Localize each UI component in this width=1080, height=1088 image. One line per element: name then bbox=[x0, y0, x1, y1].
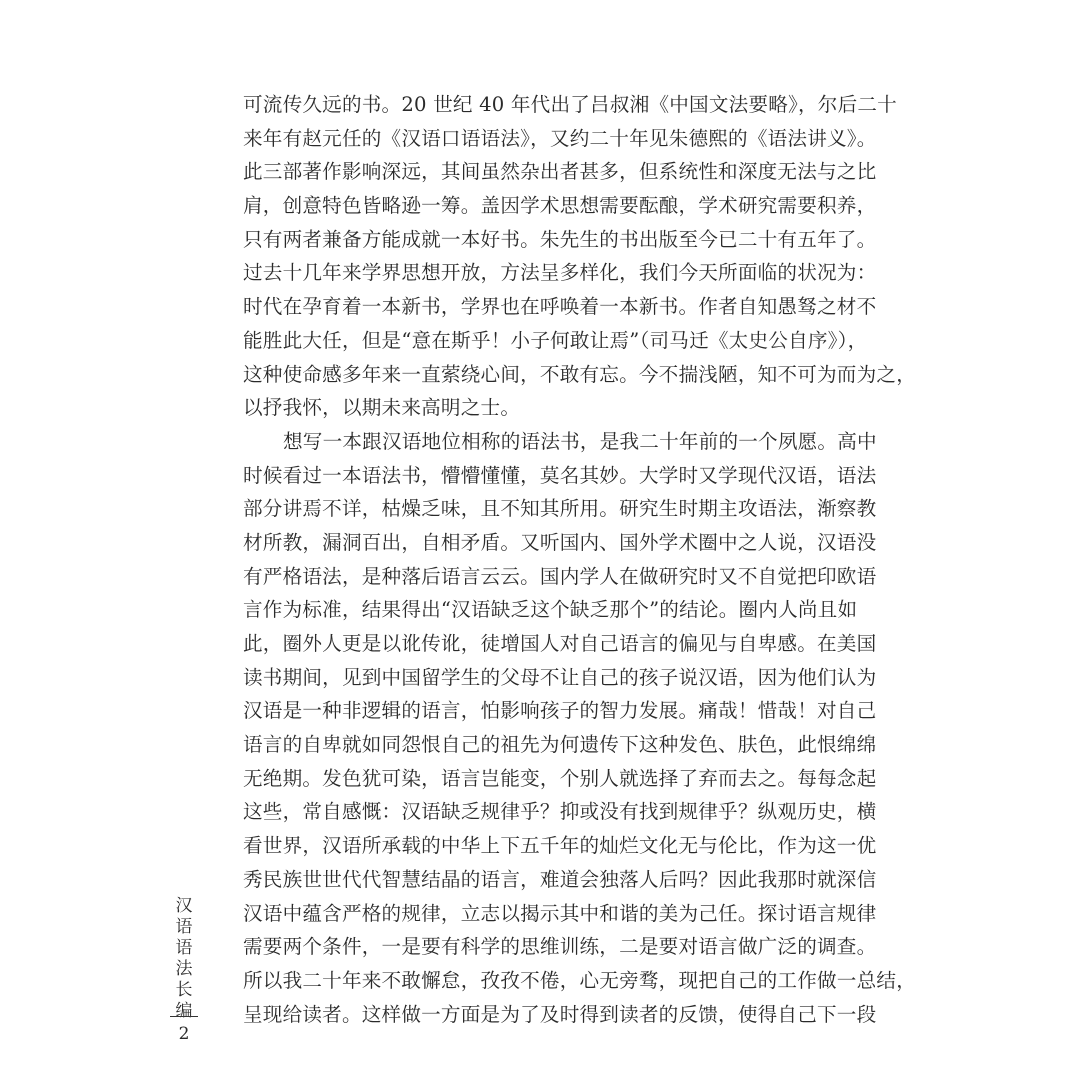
text-line: 汉语是一种非逻辑的语言，怕影响孩子的智力发展。痛哉！惜哉！对自己 bbox=[243, 699, 877, 723]
text-line: 以抒我怀，以期未来高明之士。 bbox=[243, 396, 521, 420]
text-line: 肩，创意特色皆略逊一筹。盖因学术思想需要酝酿，学术研究需要积养， bbox=[243, 194, 877, 218]
text-line: 部分讲焉不详，枯燥乏味，且不知其所用。研究生时期主攻语法，渐察教 bbox=[243, 497, 877, 521]
text-line: 材所教，漏洞百出，自相矛盾。又听国内、国外学术圈中之人说，汉语没 bbox=[243, 530, 877, 554]
text-line: 想写一本跟汉语地位相称的语法书，是我二十年前的一个夙愿。高中 bbox=[283, 429, 877, 453]
text-line: 所以我二十年来不敢懈怠，孜孜不倦，心无旁骛，现把自己的工作做一总结， bbox=[243, 968, 916, 992]
text-line: 能胜此大任，但是“意在斯乎！小子何敢让焉”（司马迁《太史公自序》）， bbox=[243, 328, 868, 352]
text-line: 汉语中蕴含严格的规律，立志以揭示其中和谐的美为己任。探讨语言规律 bbox=[243, 901, 877, 925]
text-line: 有严格语法，是种落后语言云云。国内学人在做研究时又不自觉把印欧语 bbox=[243, 564, 877, 588]
text-line: 这些，常自感慨：汉语缺乏规律乎？抑或没有找到规律乎？纵观历史，横 bbox=[243, 800, 877, 824]
text-line: 这种使命感多年来一直萦绕心间，不敢有忘。今不揣浅陋，知不可为而为之， bbox=[243, 362, 916, 386]
text-line: 时候看过一本语法书，懵懵懂懂，莫名其妙。大学时又学现代汉语，语法 bbox=[243, 463, 877, 487]
text-line: 此三部著作影响深远，其间虽然杂出者甚多，但系统性和深度无法与之比 bbox=[243, 160, 877, 184]
text-line: 此，圈外人更是以讹传讹，徒增国人对自己语言的偏见与自卑感。在美国 bbox=[243, 632, 877, 655]
text-line: 过去十几年来学界思想开放，方法呈多样化，我们今天所面临的状况为： bbox=[243, 261, 877, 285]
text-line: 言作为标准，结果得出“汉语缺乏这个缺乏那个”的结论。圈内人尚且如 bbox=[243, 598, 858, 622]
page-number-rule bbox=[170, 1016, 198, 1017]
body-text bbox=[243, 88, 916, 1031]
text-line: 看世界，汉语所承载的中华上下五千年的灿烂文化无与伦比，作为这一优 bbox=[243, 834, 877, 858]
text-line: 读书期间，见到中国留学生的父母不让自己的孩子说汉语，因为他们认为 bbox=[243, 665, 877, 689]
text-line: 呈现给读者。这样做一方面是为了及时得到读者的反馈，使得自己下一段 bbox=[243, 1002, 877, 1026]
text-line: 只有两者兼备方能成就一本好书。朱先生的书出版至今已二十有五年了。 bbox=[243, 227, 877, 251]
text-line: 来年有赵元任的《汉语口语语法》，又约二十年见朱德熙的《语法讲义》。 bbox=[243, 126, 877, 150]
text-line: 可流传久远的书。20 世纪 40 年代出了吕叔湘《中国文法要略》，尔后二十 bbox=[243, 93, 897, 116]
text-line: 时代在孕育着一本新书，学界也在呼唤着一本新书。作者自知愚驽之材不 bbox=[243, 295, 877, 319]
text-line: 需要两个条件，一是要有科学的思维训练，二是要对语言做广泛的调查。 bbox=[243, 935, 877, 959]
running-title: 汉语语法长编 bbox=[175, 896, 193, 1021]
text-line: 语言的自卑就如同怨恨自己的祖先为何遗传下这种发色、肤色，此恨绵绵 bbox=[243, 733, 877, 757]
text-line: 无绝期。发色犹可染，语言岂能变，个别人就选择了弃而去之。每每念起 bbox=[243, 766, 877, 790]
text-line: 秀民族世世代代智慧结晶的语言，难道会独落人后吗？因此我那时就深信 bbox=[243, 867, 877, 891]
page-number: 2 bbox=[178, 1024, 190, 1044]
